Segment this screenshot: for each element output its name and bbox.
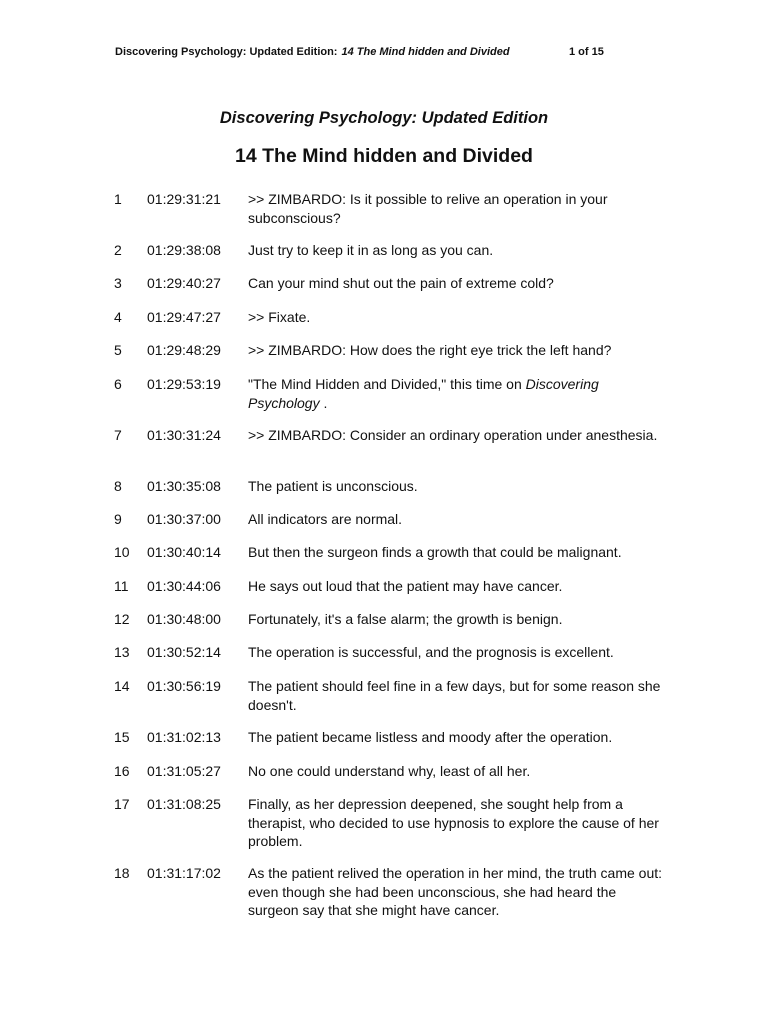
line-number: 3 [114,275,122,291]
line-timecode: 01:29:40:27 [147,275,221,291]
line-text: He says out loud that the patient may have cancer. [248,578,563,594]
line-number: 9 [114,511,122,527]
header-episode: 14 The Mind hidden and Divided [341,46,510,58]
line-timecode: 01:31:05:27 [147,763,221,779]
line-number: 11 [114,578,129,594]
line-number: 2 [114,242,122,258]
line-text: Fortunately, it's a false alarm; the growth is benign. [248,611,563,627]
line-number: 6 [114,376,122,392]
line-number: 7 [114,427,122,443]
line-timecode: 01:30:37:00 [147,511,221,527]
line-timecode: 01:30:52:14 [147,644,221,660]
line-text: As the patient relived the operation in her mind, the truth came out: even though she had been unconscious, she had heard the surgeon say that she might have cancer. [248,865,663,918]
line-text: The patient became listless and moody after the operation. [248,729,613,745]
header-page-number: 1 of 15 [569,46,604,58]
line-number: 10 [114,544,130,560]
line-timecode: 01:29:48:29 [147,342,221,358]
line-timecode: 01:30:35:08 [147,478,221,494]
line-number: 13 [114,644,130,660]
line-number: 14 [114,678,130,694]
line-text: >> ZIMBARDO: How does the right eye trick the left hand? [248,342,612,358]
line-text: No one could understand why, least of all her. [248,763,531,779]
line-timecode: 01:29:38:08 [147,242,221,258]
line-text-plain: "The Mind Hidden and Divided," this time on [248,376,526,392]
line-number: 1 [114,191,122,207]
line-timecode: 01:29:31:21 [147,191,221,207]
line-number: 5 [114,342,122,358]
line-timecode: 01:30:56:19 [147,678,221,694]
line-timecode: 01:31:17:02 [147,865,221,881]
line-number: 16 [114,763,130,779]
line-timecode: 01:30:40:14 [147,544,221,560]
line-text: >> ZIMBARDO: Is it possible to relive an operation in your subconscious? [248,191,608,226]
line-text: The patient is unconscious. [248,478,418,494]
line-text: All indicators are normal. [248,511,403,527]
line-timecode: 01:31:02:13 [147,729,221,745]
line-text: But then the surgeon finds a growth that could be malignant. [248,544,622,560]
line-number: 15 [114,729,130,745]
program-name-emphasis: Discovering Psychology [248,376,599,411]
line-text: Can your mind shut out the pain of extreme cold? [248,275,554,291]
line-number: 12 [114,611,130,627]
series-title: Discovering Psychology: Updated Edition [219,109,549,127]
header-series: Discovering Psychology: Updated Edition: [115,46,338,58]
line-timecode: 01:31:08:25 [147,796,221,812]
line-text: Finally, as her depression deepened, she sought help from a therapist, who decided to use hypnosis to explore the cause of her problem. [248,796,659,849]
line-timecode: 01:29:47:27 [147,309,221,325]
episode-title: 14 The Mind hidden and Divided [235,145,533,167]
line-number: 4 [114,309,122,325]
line-timecode: 01:30:44:06 [147,578,221,594]
line-text-end: . [319,394,328,411]
line-timecode: 01:30:31:24 [147,427,221,443]
line-text: The operation is successful, and the prognosis is excellent. [248,644,614,660]
line-text: The patient should feel fine in a few days, but for some reason she doesn't. [248,678,661,713]
line-number: 8 [114,478,122,494]
line-timecode: 01:29:53:19 [147,376,221,392]
running-header [115,46,604,58]
line-number: 18 [114,865,130,881]
line-number: 17 [114,796,130,812]
line-timecode: 01:30:48:00 [147,611,221,627]
line-text [248,375,668,412]
line-text: Just try to keep it in as long as you can. [248,242,494,258]
line-text: >> ZIMBARDO: Consider an ordinary operation under anesthesia. [248,427,658,443]
line-text: >> Fixate. [248,309,311,325]
